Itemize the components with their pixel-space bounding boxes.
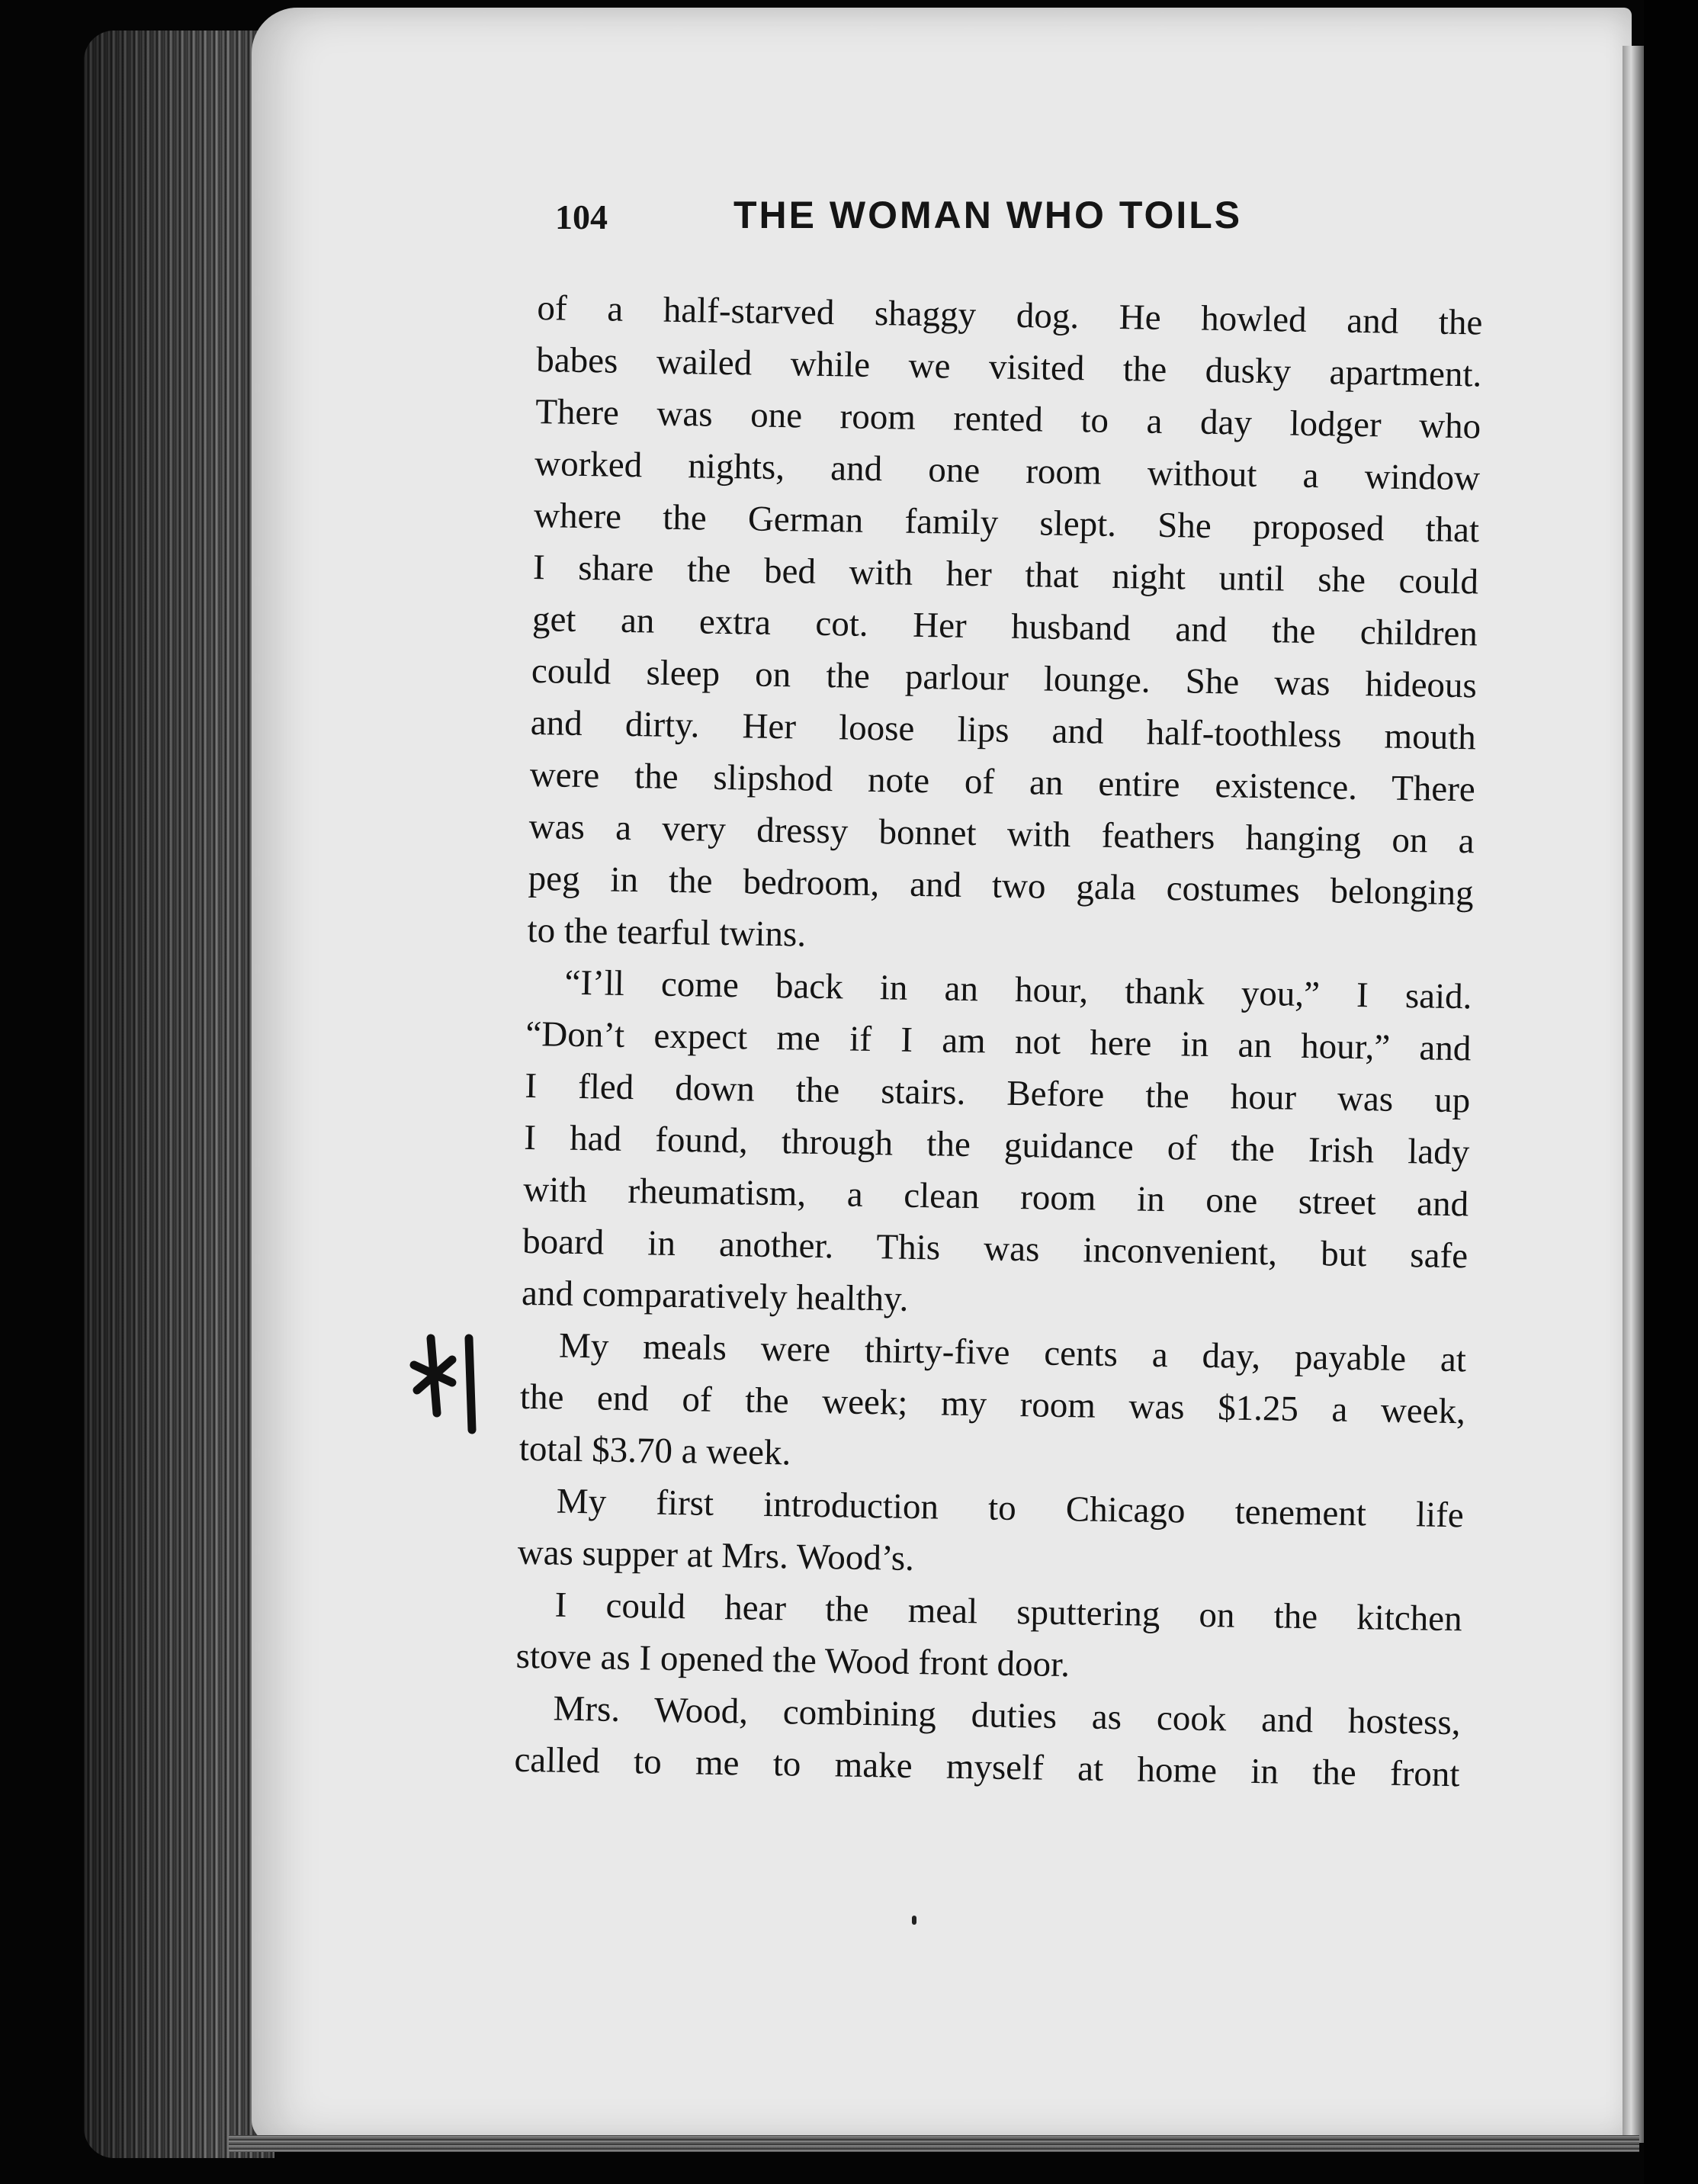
handwritten-asterisk-mark-icon bbox=[408, 1323, 484, 1437]
text-line: I share the bed with her that night until she could bbox=[532, 547, 1479, 602]
page-number: 104 bbox=[555, 198, 608, 236]
text-line: was a very dressy bonnet with feathers hanging on a bbox=[528, 806, 1475, 862]
text-line: where the German family slept. She proposed that bbox=[533, 495, 1480, 551]
text-line: was supper at Mrs. Wood’s. bbox=[517, 1532, 915, 1579]
text-line: total $3.70 a week. bbox=[518, 1428, 791, 1473]
text-line: I had found, through the guidance of the Irish lady bbox=[523, 1117, 1470, 1173]
text-line: with rheumatism, a clean room in one street and bbox=[522, 1169, 1469, 1225]
text-line: called to me to make myself at home in the front bbox=[514, 1739, 1460, 1795]
scan-border-right bbox=[1644, 0, 1698, 2184]
text-line: I fled down the stairs. Before the hour was up bbox=[525, 1065, 1471, 1121]
text-line: “Don’t expect me if I am not here in an hour,” and bbox=[525, 1013, 1472, 1069]
text-line: My meals were thirty-five cents a day, payable at bbox=[558, 1325, 1467, 1380]
ink-speck bbox=[912, 1916, 916, 1925]
body-text bbox=[514, 282, 1483, 1800]
text-line: were the slipshod note of an entire existence. There bbox=[529, 754, 1476, 810]
text-line: My first introduction to Chicago tenement life bbox=[556, 1481, 1465, 1536]
text-line: stove as I opened the Wood front door. bbox=[515, 1636, 1070, 1685]
text-line: of a half-starved shaggy dog. He howled and the bbox=[537, 287, 1483, 343]
text-line: the end of the week; my room was $1.25 a week, bbox=[519, 1376, 1466, 1432]
running-head-title: THE WOMAN WHO TOILS bbox=[733, 194, 1243, 236]
text-line: I could hear the meal sputtering on the kitchen bbox=[554, 1585, 1463, 1640]
text-line: to the tearful twins. bbox=[527, 910, 807, 955]
text-line: get an extra cot. Her husband and the children bbox=[531, 599, 1478, 654]
text-line: and dirty. Her loose lips and half-toothless mouth bbox=[530, 702, 1477, 758]
text-line: board in another. This was inconvenient, but safe bbox=[522, 1221, 1468, 1277]
text-line: babes wailed while we visited the dusky apartment. bbox=[535, 339, 1482, 395]
text-line: and comparatively healthy. bbox=[521, 1273, 909, 1319]
text-line: could sleep on the parlour lounge. She was hideous bbox=[531, 650, 1478, 706]
text-line: There was one room rented to a day lodger who bbox=[534, 391, 1481, 447]
text-line: Mrs. Wood, combining duties as cook and hostess, bbox=[553, 1688, 1461, 1743]
page-stack-shadow bbox=[84, 31, 274, 2158]
text-line: “I’ll come back in an hour, thank you,” I said. bbox=[564, 962, 1472, 1017]
page-stack-bottom-edge bbox=[229, 2135, 1639, 2152]
text-line: peg in the bedroom, and two gala costumes belonging bbox=[528, 858, 1474, 914]
facing-page-edge bbox=[1623, 46, 1644, 2143]
text-line: worked nights, and one room without a window bbox=[534, 443, 1481, 499]
